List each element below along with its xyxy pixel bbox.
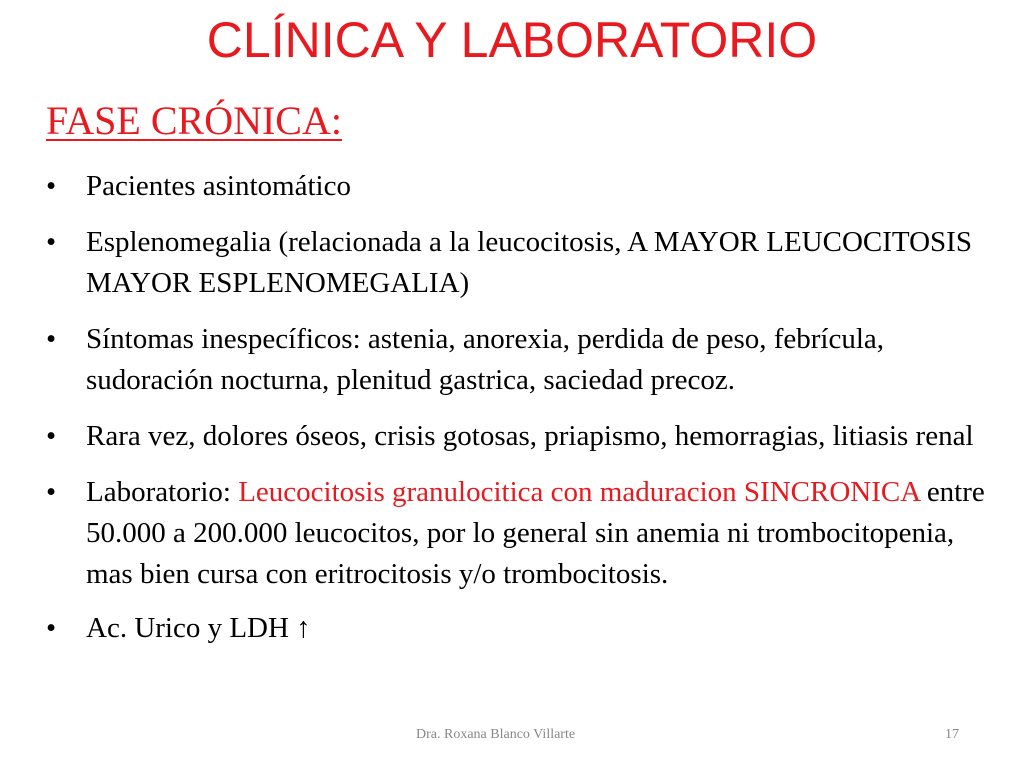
bullet-item bbox=[46, 222, 1006, 304]
bullet-dot-icon: • bbox=[46, 420, 57, 452]
bullet-text: Ac. Urico y LDH ↑ bbox=[86, 612, 311, 644]
bullet-text: Rara vez, dolores óseos, crisis gotosas, priapismo, hemorragias, litiasis renal bbox=[86, 420, 974, 452]
bullet-item bbox=[46, 166, 1006, 207]
bullet-text-highlight: Leucocitosis granulocitica con maduracion SINCRONICA bbox=[238, 476, 920, 508]
bullet-dot-icon: • bbox=[46, 476, 57, 508]
bullet-dot-icon: • bbox=[46, 226, 57, 258]
slide-subtitle: FASE CRÓNICA: bbox=[46, 98, 342, 143]
bullet-dot-icon: • bbox=[46, 323, 57, 355]
bullet-item bbox=[46, 472, 1006, 595]
bullet-text-suffix: entre 50.000 a 200.000 leucocitos, por lo general sin anemia ni trombocitopenia, mas bien cursa con eritrocitosis y/o trombocitosis. bbox=[86, 476, 985, 590]
bullet-text: Síntomas inespecíficos: astenia, anorexia, perdida de peso, febrícula, sudoración nocturna, plenitud gastrica, saciedad precoz. bbox=[86, 323, 885, 396]
bullet-text: Esplenomegalia (relacionada a la leucocitosis, A MAYOR LEUCOCITOSIS MAYOR ESPLENOMEGALIA) bbox=[86, 226, 972, 299]
page-number: 17 bbox=[945, 727, 959, 742]
bullet-dot-icon: • bbox=[46, 612, 57, 644]
bullet-list bbox=[46, 166, 1006, 664]
bullet-text: Pacientes asintomático bbox=[86, 170, 351, 202]
bullet-item bbox=[46, 608, 1006, 649]
bullet-item bbox=[46, 416, 1006, 457]
footer-author: Dra. Roxana Blanco Villarte bbox=[416, 727, 576, 742]
bullet-item bbox=[46, 319, 1006, 401]
slide-title: CLÍNICA Y LABORATORIO bbox=[206, 12, 818, 68]
bullet-dot-icon: • bbox=[46, 170, 57, 202]
bullet-text-prefix: Laboratorio: bbox=[86, 476, 239, 508]
